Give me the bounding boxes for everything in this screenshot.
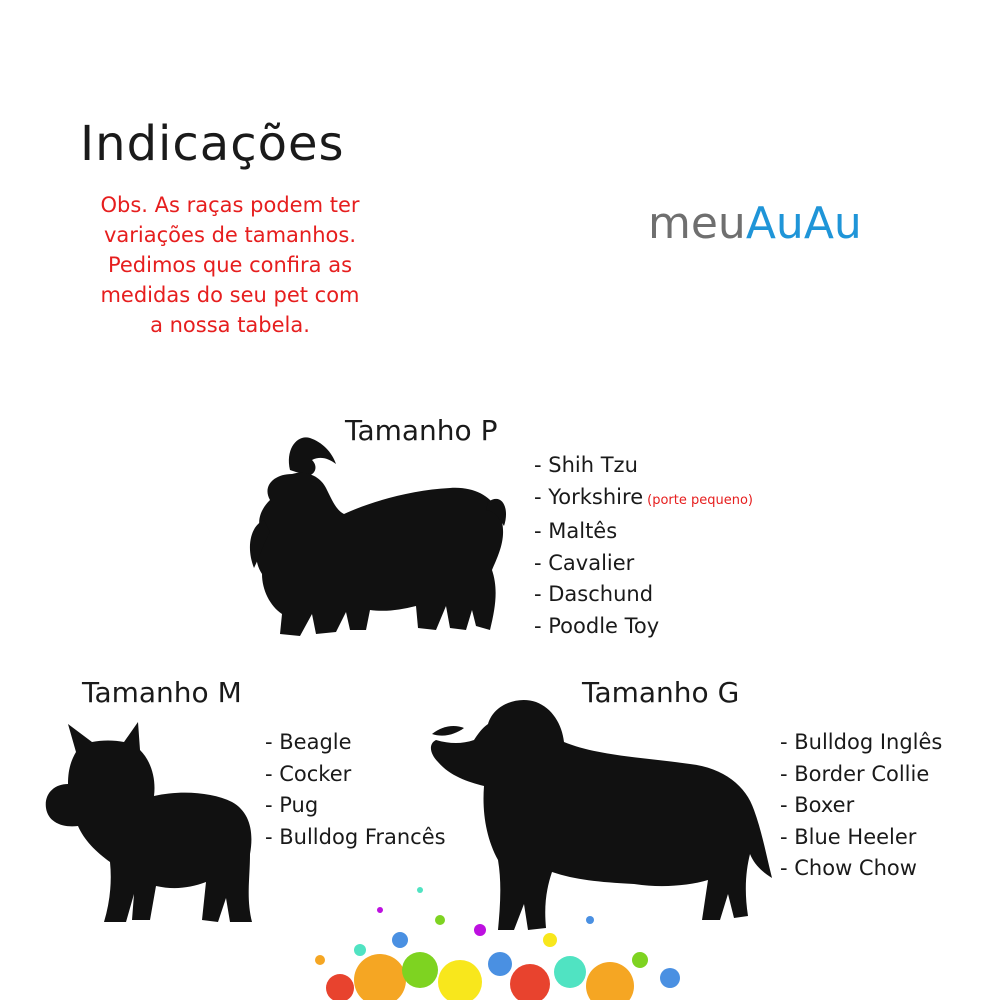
list-item: - Pug: [265, 793, 319, 817]
list-item: - Cocker: [265, 761, 352, 786]
notice-line: Pedimos que confira as: [107, 253, 353, 277]
list-item: - Shih Tzu: [534, 453, 638, 477]
breed-note: (porte pequeno): [647, 492, 753, 508]
size-notice: [60, 190, 400, 340]
shih-tzu-silhouette-icon: [240, 430, 510, 645]
notice-line: Obs. As raças podem ter: [100, 193, 360, 217]
notice-line: variações de tamanhos.: [104, 223, 356, 247]
list-item: - Blue Heeler: [780, 824, 917, 849]
list-item: - Beagle: [265, 730, 352, 754]
list-item: [534, 482, 753, 517]
list-item: - Chow Chow: [780, 856, 917, 880]
size-p-heading: Tamanho P: [345, 414, 498, 447]
french-bulldog-silhouette-icon: [40, 722, 270, 928]
brand-logo-part2: AuAu: [745, 198, 862, 249]
size-m-heading: Tamanho M: [82, 676, 242, 709]
list-item: - Daschund: [534, 582, 654, 606]
list-item: - Cavalier: [534, 550, 635, 575]
list-item: - Bulldog Inglês: [780, 730, 943, 754]
notice-line: a nossa tabela.: [150, 313, 310, 337]
page-title: Indicações: [80, 116, 345, 172]
brand-logo: [648, 198, 862, 249]
size-p-breed-list: [534, 450, 753, 642]
brand-logo-part1: meu: [648, 198, 746, 249]
list-item: - Poodle Toy: [534, 613, 660, 638]
breed-name: - Yorkshire: [534, 484, 644, 509]
size-g-breed-list: [780, 727, 942, 885]
list-item: - Maltês: [534, 519, 618, 543]
golden-retriever-silhouette-icon: [428, 694, 778, 944]
list-item: - Bulldog Francês: [265, 824, 446, 849]
size-m-breed-list: [265, 727, 446, 853]
notice-line: medidas do seu pet com: [100, 283, 360, 307]
list-item: - Boxer: [780, 793, 855, 817]
list-item: - Border Collie: [780, 761, 930, 786]
size-g-heading: Tamanho G: [582, 676, 740, 709]
